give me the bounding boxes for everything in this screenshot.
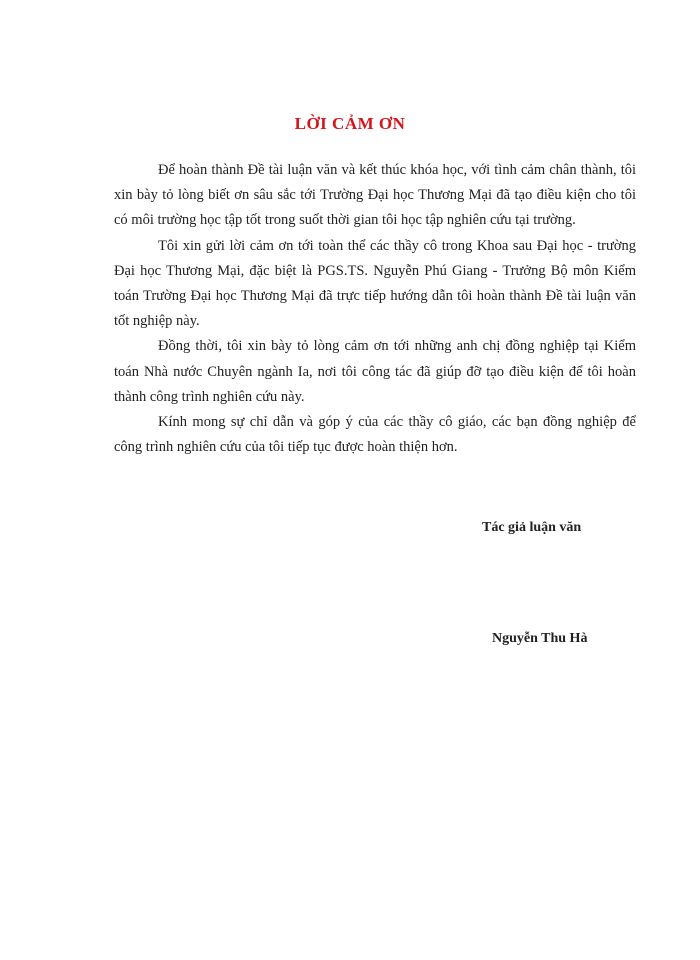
paragraph-4: Kính mong sự chỉ dẫn và góp ý của các thầy cô giáo, các bạn đồng nghiệp để công trình nghiên cứu của tôi tiếp tục được hoàn thiện hơn. — [114, 414, 636, 456]
page-title: LỜI CẢM ƠN — [294, 114, 406, 133]
paragraph-3: Đồng thời, tôi xin bày tỏ lòng cảm ơn tới những anh chị đồng nghiệp tại Kiểm toán Nhà nước Chuyên ngành Ia, nơi tôi công tác đã giúp đỡ tạo điều kiện để tôi hoàn thành công trình nghiên cứu này. — [114, 338, 636, 405]
signature-label: Tác giả luận văn — [482, 520, 582, 535]
author-name: Nguyễn Thu Hà — [492, 631, 588, 646]
acknowledgement-body — [114, 158, 636, 460]
paragraph-2: Tôi xin gửi lời cảm ơn tới toàn thể các thầy cô trong Khoa sau Đại học - trường Đại học Thương Mại, đặc biệt là PGS.TS. Nguyễn Phú Giang - Trưởng Bộ môn Kiểm toán Trường Đại học Thương Mại đã trực tiếp hướng dẫn tôi hoàn thành Đề tài luận văn tốt nghiệp này. — [114, 237, 636, 330]
paragraph-1: Để hoàn thành Đề tài luận văn và kết thúc khóa học, với tình cảm chân thành, tôi xin bày tỏ lòng biết ơn sâu sắc tới Trường Đại học Thương Mại đã tạo điều kiện cho tôi có môi trường học tập tốt trong suốt thời gian tôi học tập nghiên cứu tại trường. — [114, 162, 636, 229]
